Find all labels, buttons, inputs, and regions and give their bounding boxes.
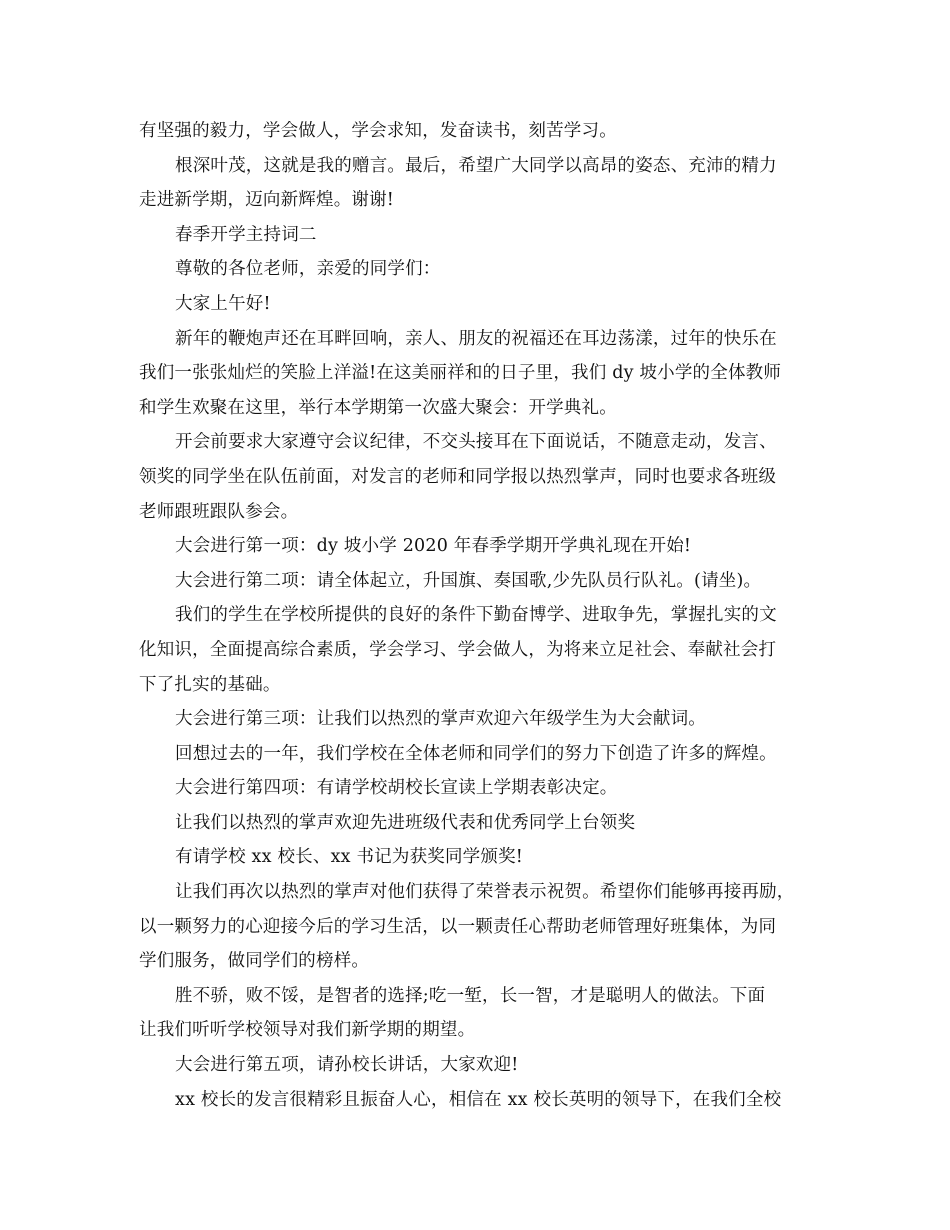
text-line: 我们的学生在学校所提供的良好的条件下勤奋博学、进取争先，掌握扎实的文: [175, 605, 777, 626]
text-line: 让我们再次以热烈的掌声对他们获得了荣誉表示祝贺。希望你们能够再接再励，: [175, 882, 795, 903]
text-line: 以一颗努力的心迎接今后的学习生活，以一颗责任心帮助老师管理好班集体，为同: [139, 916, 777, 937]
text-line: xx 校长的发言很精彩且振奋人心，相信在 xx 校长英明的领导下，在我们全校: [175, 1089, 782, 1110]
text-line: 春季开学主持词二: [175, 224, 317, 245]
text-line: 和学生欢聚在这里，举行本学期第一次盛大聚会：开学典礼。: [139, 397, 617, 418]
text-line: 根深叶茂，这就是我的赠言。最后，希望广大同学以高昂的姿态、充沛的精力: [175, 155, 777, 176]
text-line: 让我们听听学校领导对我们新学期的期望。: [139, 1020, 476, 1041]
document-body: [139, 114, 819, 1117]
text-line: 走进新学期，迈向新辉煌。谢谢!: [139, 190, 395, 211]
text-line: 大会进行第三项：让我们以热烈的掌声欢迎六年级学生为大会献词。: [175, 709, 706, 730]
text-line: 开会前要求大家遵守会议纪律，不交头接耳在下面说话，不随意走动，发言、: [175, 432, 777, 453]
text-line: 回想过去的一年，我们学校在全体老师和同学们的努力下创造了许多的辉煌。: [175, 743, 777, 764]
text-line: 让我们以热烈的掌声欢迎先进班级代表和优秀同学上台领奖: [175, 812, 636, 833]
text-line: 大会进行第一项：dy 坡小学 2020 年春季学期开学典礼现在开始!: [175, 536, 692, 557]
text-line: 尊敬的各位老师，亲爱的同学们：: [175, 259, 441, 280]
text-line: 有请学校 xx 校长、xx 书记为获奖同学颁奖!: [175, 847, 523, 868]
text-line: 大家上午好!: [175, 293, 271, 314]
text-line: 下了扎实的基础。: [139, 674, 281, 695]
text-line: 有坚强的毅力，学会做人，学会求知，发奋读书，刻苦学习。: [139, 121, 617, 141]
text-line: 新年的鞭炮声还在耳畔回响，亲人、朋友的祝福还在耳边荡漾，过年的快乐在: [175, 328, 777, 349]
text-line: 大会进行第二项：请全体起立，升国旗、奏国歌,少先队员行队礼。(请坐)。: [175, 570, 762, 591]
text-line: 领奖的同学坐在队伍前面，对发言的老师和同学报以热烈掌声，同时也要求各班级: [139, 466, 777, 487]
text-line: 老师跟班跟队参会。: [139, 501, 299, 522]
text-line: 化知识，全面提高综合素质，学会学习、学会做人，为将来立足社会、奉献社会打: [139, 639, 777, 660]
text-line: 大会进行第五项，请孙校长讲话，大家欢迎!: [175, 1055, 519, 1076]
text-line: 胜不骄，败不馁，是智者的选择;吃一堑，长一智，才是聪明人的做法。下面: [175, 985, 766, 1006]
text-line: 学们服务，做同学们的榜样。: [139, 951, 370, 972]
text-line: 大会进行第四项：有请学校胡校长宣读上学期表彰决定。: [175, 778, 618, 799]
text-line: 我们一张张灿烂的笑脸上洋溢!在这美丽祥和的日子里，我们 dy 坡小学的全体教师: [139, 363, 782, 384]
